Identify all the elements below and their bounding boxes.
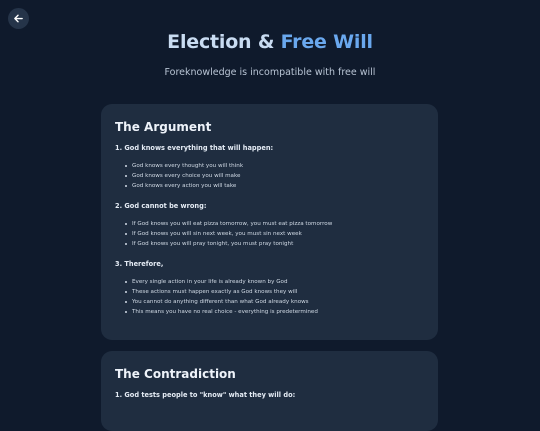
section-title: 1. God tests people to "know" what they will do: bbox=[115, 391, 296, 399]
list-item: God knows every action you will take bbox=[132, 181, 424, 191]
list-item: If God knows you will eat pizza tomorrow, you must eat pizza tomorrow bbox=[132, 219, 424, 229]
list-item: If God knows you will sin next week, you must sin next week bbox=[132, 229, 424, 239]
argument-card bbox=[101, 104, 438, 340]
arrow-left-icon bbox=[13, 13, 24, 24]
card-heading: The Contradiction bbox=[115, 367, 236, 381]
title-ampersand: & bbox=[257, 31, 275, 53]
back-button[interactable] bbox=[8, 8, 29, 29]
list-item: God knows every thought you will think bbox=[132, 161, 424, 171]
page-header bbox=[0, 30, 540, 80]
title-part-free-will: Free Will bbox=[280, 31, 373, 53]
card-heading: The Argument bbox=[115, 120, 212, 134]
list-item: These actions must happen exactly as God knows they will bbox=[132, 287, 424, 297]
page-subtitle: Foreknowledge is incompatible with free will bbox=[164, 67, 376, 78]
list-item: If God knows you will pray tonight, you must pray tonight bbox=[132, 239, 424, 249]
section-title: 1. God knows everything that will happen: bbox=[115, 144, 274, 152]
page-title bbox=[0, 30, 540, 54]
list-item: God knows every choice you will make bbox=[132, 171, 424, 181]
section-title: 3. Therefore, bbox=[115, 260, 164, 268]
contradiction-card bbox=[101, 351, 438, 431]
list-item: This means you have no real choice - everything is predetermined bbox=[132, 307, 424, 317]
bullet-list bbox=[115, 219, 424, 249]
list-item: You cannot do anything different than what God already knows bbox=[132, 297, 424, 307]
bullet-list bbox=[115, 161, 424, 191]
section-title: 2. God cannot be wrong: bbox=[115, 202, 207, 210]
list-item: Every single action in your life is already known by God bbox=[132, 277, 424, 287]
bullet-list bbox=[115, 277, 424, 317]
title-part-election: Election bbox=[167, 31, 252, 53]
